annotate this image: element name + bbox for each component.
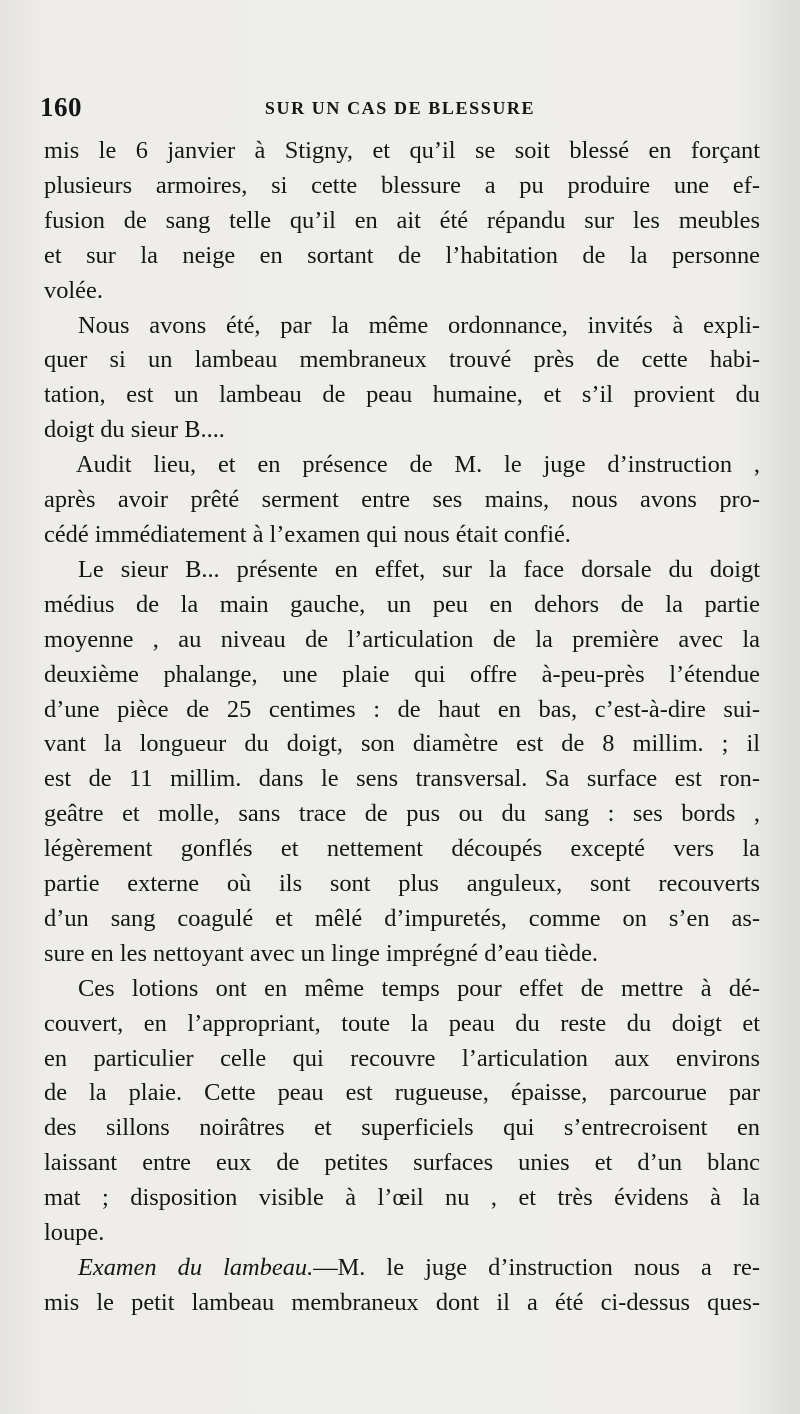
running-head: SUR UN CAS DE BLESSURE xyxy=(264,98,536,118)
text-line: volée. xyxy=(44,276,103,304)
text-line: de la plaie. Cette peau est rugueuse, épaisse, parcourue par xyxy=(44,1079,760,1107)
text-line: couvert, en l’appropriant, toute la peau du reste du doigt et xyxy=(44,1009,760,1037)
text-line: doigt du sieur B.... xyxy=(44,416,225,444)
text-line: cédé immédiatement à l’examen qui nous était confié. xyxy=(44,520,571,548)
text-line: sure en les nettoyant avec un linge imprégné d’eau tiède. xyxy=(44,939,598,967)
page-number: 160 xyxy=(40,92,82,122)
text-run: —M. le juge d’instruction nous a re- xyxy=(313,1254,760,1281)
text-line: geâtre et molle, sans trace de pus ou du sang : ses bords , xyxy=(44,800,760,828)
text-line: vant la longueur du doigt, son diamètre est de 8 millim. ; il xyxy=(44,730,760,758)
text-line-with-heading xyxy=(44,1251,760,1286)
body-text xyxy=(44,134,760,1321)
text-line: mis le 6 janvier à Stigny, et qu’il se soit blessé en forçant xyxy=(44,137,760,164)
text-line: fusion de sang telle qu’il en ait été répandu sur les meubles xyxy=(44,206,760,234)
text-line: loupe. xyxy=(44,1219,105,1247)
text-line: quer si un lambeau membraneux trouvé près de cette habi- xyxy=(44,346,760,374)
section-heading: Examen du lambeau. xyxy=(78,1254,314,1281)
text-line: laissant entre eux de petites surfaces unies et d’un blanc xyxy=(44,1149,760,1177)
text-line: deuxième phalange, une plaie qui offre à-peu-près l’étendue xyxy=(44,660,760,688)
text-line: plusieurs armoires, si cette blessure a pu produire une ef- xyxy=(44,171,760,199)
text-line: moyenne , au niveau de l’articulation de la première avec la xyxy=(44,625,760,653)
text-line: est de 11 millim. dans le sens transversal. Sa surface est ron- xyxy=(44,765,760,793)
text-line: après avoir prêté serment entre ses mains, nous avons pro- xyxy=(44,486,760,514)
text-line: des sillons noirâtres et superficiels qui s’entrecroisent en xyxy=(44,1114,760,1142)
text-line: légèrement gonflés et nettement découpés excepté vers la xyxy=(44,835,760,863)
text-line: médius de la main gauche, un peu en dehors de la partie xyxy=(44,590,760,618)
page-header xyxy=(40,92,760,126)
text-line: Le sieur B... présente en effet, sur la face dorsale du doigt xyxy=(78,555,760,583)
text-line: mis le petit lambeau membraneux dont il a été ci-dessus ques- xyxy=(44,1288,760,1316)
text-line: Ces lotions ont en même temps pour effet de mettre à dé- xyxy=(78,974,760,1002)
text-line: en particulier celle qui recouvre l’articulation aux environs xyxy=(44,1044,760,1072)
text-line: d’une pièce de 25 centimes : de haut en bas, c’est-à-dire sui- xyxy=(44,695,760,723)
text-line: partie externe où ils sont plus anguleux, sont recouverts xyxy=(44,870,760,898)
text-line: d’un sang coagulé et mêlé d’impuretés, comme on s’en as- xyxy=(44,904,760,932)
text-line: Audit lieu, et en présence de M. le juge d’instruction , xyxy=(76,451,760,479)
text-line: tation, est un lambeau de peau humaine, et s’il provient du xyxy=(44,381,760,409)
text-line: mat ; disposition visible à l’œil nu , et très évidens à la xyxy=(44,1184,760,1212)
text-line: Nous avons été, par la même ordonnance, invités à expli- xyxy=(78,311,760,339)
text-line: et sur la neige en sortant de l’habitation de la personne xyxy=(44,241,760,269)
